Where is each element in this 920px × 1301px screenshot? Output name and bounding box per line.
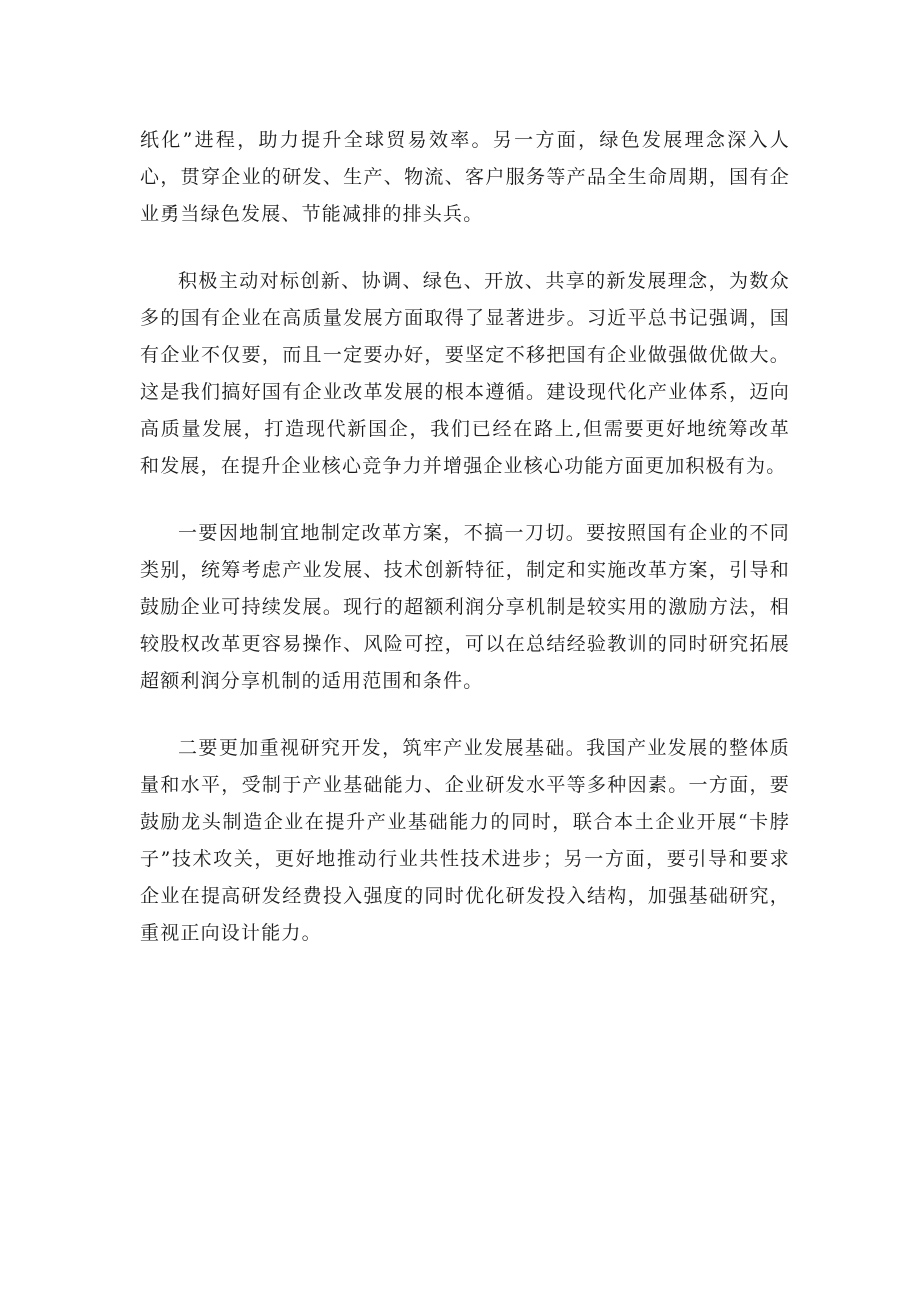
paragraph-continuation: 纸化”进程，助力提升全球贸易效率。另一方面，绿色发展理念深入人心，贯穿企业的研发、生产、物流、客户服务等产品全生命周期，国有企业勇当绿色发展、节能减排的排头兵。 — [140, 129, 790, 225]
document-body — [140, 122, 790, 952]
paragraph-point-one: 一要因地制宜地制定改革方案，不搞一刀切。要按照国有企业的不同类别，统筹考虑产业发展、技术创新特征，制定和实施改革方案，引导和鼓励企业可持续发展。现行的超额利润分享机制是较实用的激励方法，相较股权改革更容易操作、风险可控，可以在总结经验教训的同时研究拓展超额利润分享机制的适用范围和条件。 — [140, 522, 790, 692]
paragraph-new-development-concept: 积极主动对标创新、协调、绿色、开放、共享的新发展理念，为数众多的国有企业在高质量发展方面取得了显著进步。习近平总书记强调，国有企业不仅要，而且一定要办好，要坚定不移把国有企业做强做优做大。这是我们搞好国有企业改革发展的根本遵循。建设现代化产业体系，迈向高质量发展，打造现代新国企，我们已经在路上,但需要更好地统筹改革和发展，在提升企业核心竞争力并增强企业核心功能方面更加积极有为。 — [140, 270, 790, 477]
paragraph-gap — [140, 700, 790, 730]
paragraph-point-two: 二要更加重视研究开发，筑牢产业发展基础。我国产业发展的整体质量和水平，受制于产业基础能力、企业研发水平等多种因素。一方面，要鼓励龙头制造企业在提升产业基础能力的同时，联合本土企业开展“卡脖子”技术攻关，更好地推动行业共性技术进步；另一方面，要引导和要求企业在提高研发经费投入强度的同时优化研发投入结构，加强基础研究，重视正向设计能力。 — [140, 737, 790, 944]
paragraph-gap — [140, 485, 790, 515]
paragraph-gap — [140, 233, 790, 263]
